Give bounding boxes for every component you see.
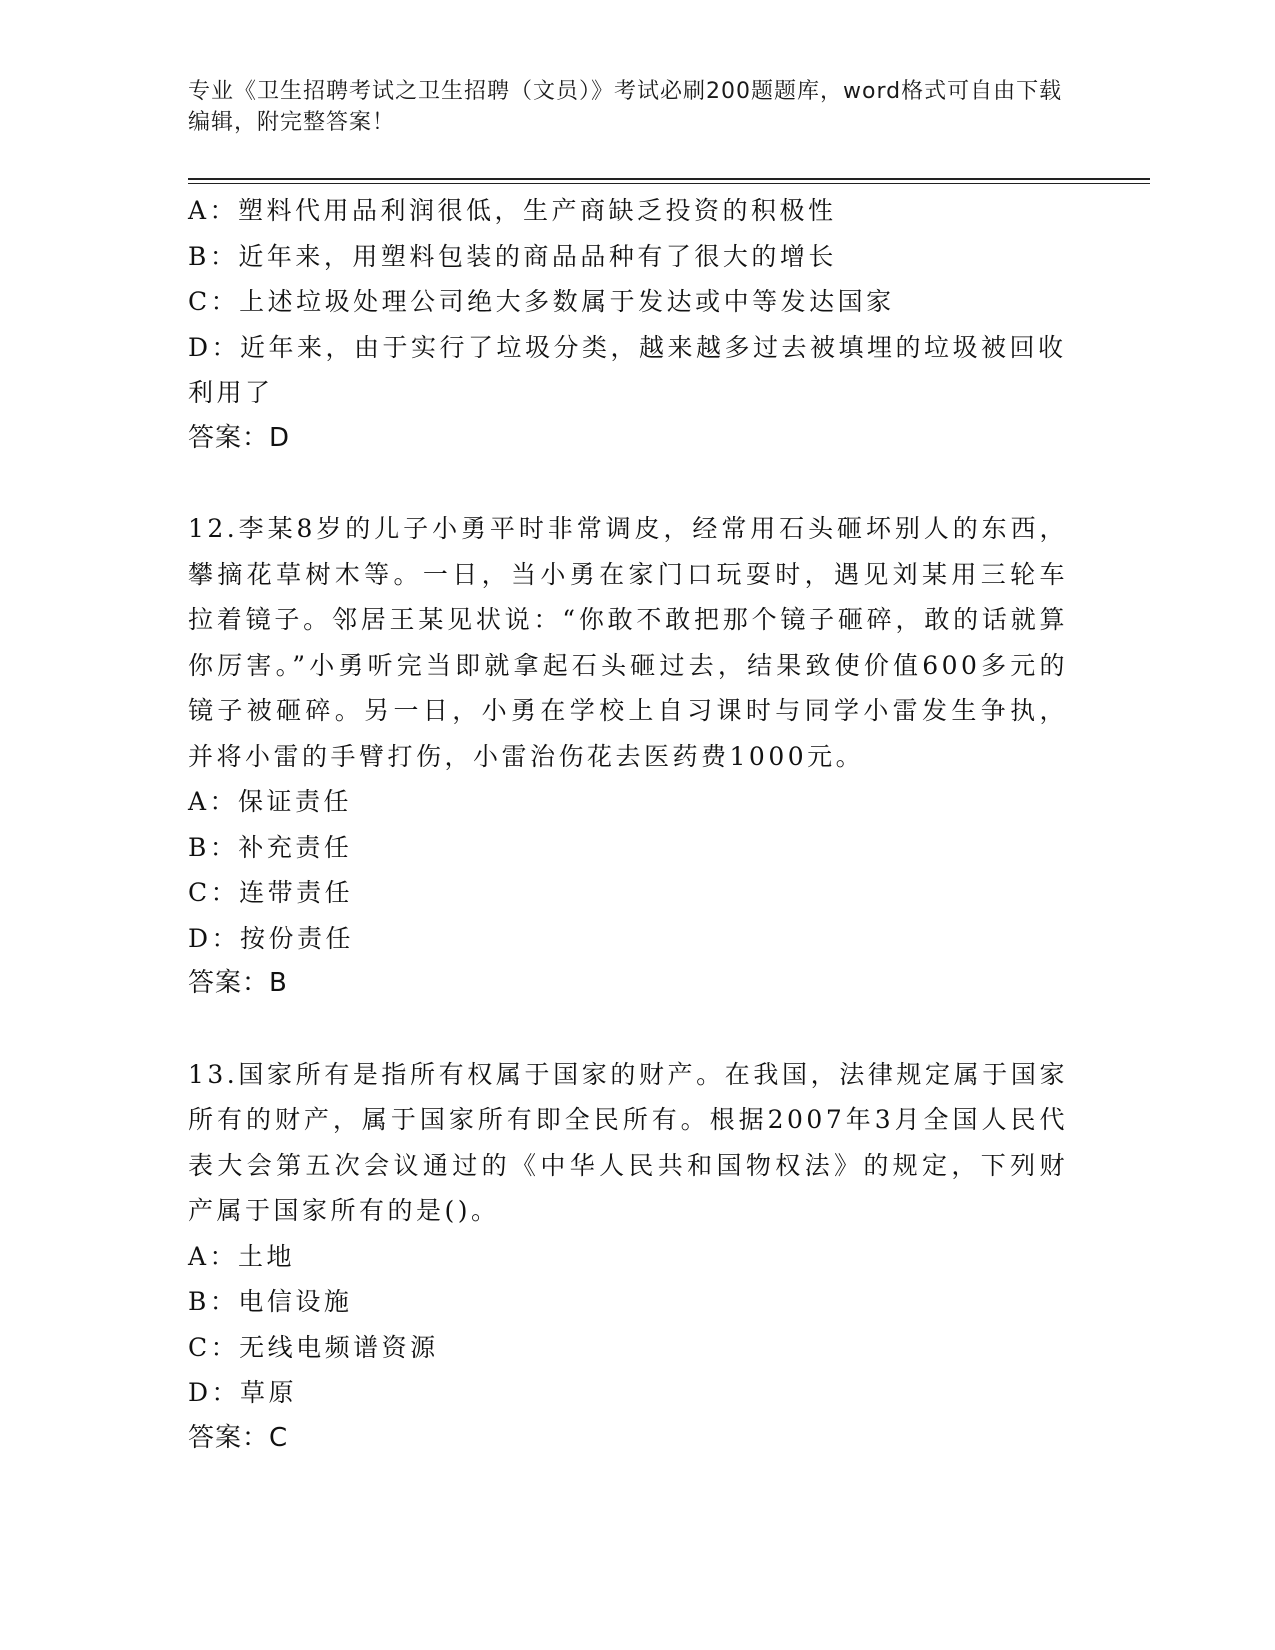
option-c: C：上述垃圾处理公司绝大多数属于发达或中等发达国家: [188, 287, 895, 316]
answer-line: 答案：B: [188, 968, 288, 998]
question-block-13: [188, 1052, 1068, 1462]
answer-line: 答案：D: [188, 422, 291, 453]
question-block-12: [188, 506, 1068, 1007]
document-header: 专业《卫生招聘考试之卫生招聘（文员）》考试必刷200题题库，word格式可自由下载编辑，附完整答案！: [188, 79, 1063, 135]
spacer: [188, 1007, 1068, 1052]
question-block-11: [188, 188, 1068, 461]
option-d: D：草原: [188, 1378, 298, 1407]
header-rule-thick: [188, 178, 1150, 180]
question-stem: 13.国家所有是指所有权属于国家的财产。在我国，法律规定属于国家所有的财产，属于国家所有即全民所有。根据2007年3月全国人民代表大会第五次会议通过的《中华人民共和国物权法》的规定，下列财产属于国家所有的是()。: [188, 1059, 1068, 1225]
answer-line: 答案：C: [188, 1422, 289, 1453]
option-a: A：保证责任: [188, 787, 353, 816]
header-rule-thin: [188, 183, 1150, 184]
option-a: A：塑料代用品利润很低，生产商缺乏投资的积极性: [188, 196, 837, 225]
option-b: B：补充责任: [188, 832, 353, 862]
option-d: D：按份责任: [188, 923, 355, 953]
question-list: [188, 188, 1068, 1461]
option-c: C：连带责任: [188, 878, 354, 907]
question-stem: 12.李某8岁的儿子小勇平时非常调皮，经常用石头砸坏别人的东西，攀摘花草树木等。一日，当小勇在家门口玩耍时，遇见刘某用三轮车拉着镜子。邻居王某见状说：“你敢不敢把那个镜子砸碎，敢的话就算你厉害。”小勇听完当即就拿起石头砸过去，结果致使价值600多元的镜子被砸碎。另一日，小勇在学校上自习课时与同学小雷发生争执，并将小雷的手臂打伤，小雷治伤花去医药费1000元。: [188, 514, 1068, 771]
option-b: B：电信设施: [188, 1287, 353, 1316]
option-a: A：土地: [188, 1241, 296, 1271]
option-d: D：近年来，由于实行了垃圾分类，越来越多过去被填埋的垃圾被回收利用了: [188, 332, 1067, 407]
option-c: C：无线电频谱资源: [188, 1332, 439, 1362]
option-b: B：近年来，用塑料包装的商品品种有了很大的增长: [188, 241, 837, 271]
spacer: [188, 461, 1068, 506]
